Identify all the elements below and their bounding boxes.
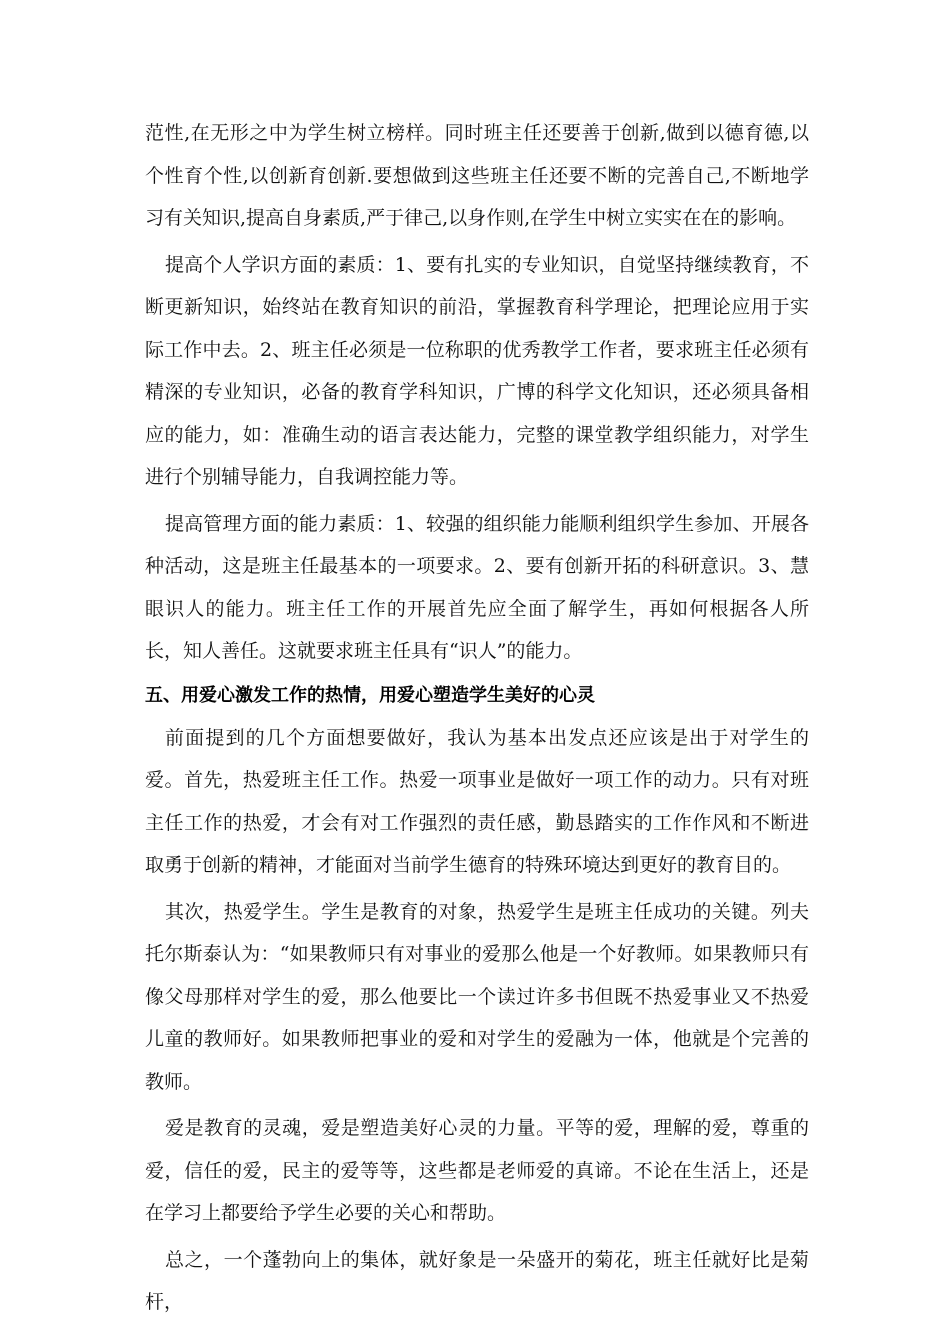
paragraph-role-model: 范性,在无形之中为学生树立榜样。同时班主任还要善于创新,做到以德育德,以个性育个性,以创新育创新.要想做到这些班主任还要不断的完善自己,不断地学习有关知识,提高自身素质,严于律己,以身作则,在学生中树立实实在在的影响。 bbox=[145, 122, 809, 229]
paragraph-love-students: 其次，热爱学生。学生是教育的对象，热爱学生是班主任成功的关键。列夫托尔斯泰认为：“如果教师只有对事业的爱那么他是一个好教师。如果教师只有像父母那样对学生的爱，那么他要比一个读过许多书但既不热爱事业又不热爱儿童的教师好。如果教师把事业的爱和对学生的爱融为一体，他就是个完善的教师。 bbox=[145, 900, 809, 1093]
paragraph-soul-of-education: 爱是教育的灵魂，爱是塑造美好心灵的力量。平等的爱，理解的爱，尊重的爱，信任的爱，民主的爱等等，这些都是老师爱的真谛。不论在生活上，还是在学习上都要给予学生必要的关心和帮助。 bbox=[145, 1117, 809, 1224]
document-body bbox=[145, 112, 809, 1324]
section-heading-five: 五、用爱心激发工作的热情，用爱心塑造学生美好的心灵 bbox=[145, 684, 595, 706]
paragraph-conclusion: 总之，一个蓬勃向上的集体，就好象是一朵盛开的菊花，班主任就好比是菊杆， bbox=[145, 1248, 809, 1313]
paragraph-management-ability: 提高管理方面的能力素质：1、较强的组织能力能顺利组织学生参加、开展各种活动，这是班主任最基本的一项要求。2、要有创新开拓的科研意识。3、慧眼识人的能力。班主任工作的开展首先应全面了解学生，再如何根据各人所长，知人善任。这就要求班主任具有“识人”的能力。 bbox=[145, 512, 809, 662]
paragraph-love-work: 前面提到的几个方面想要做好，我认为基本出发点还应该是出于对学生的爱。首先，热爱班主任工作。热爱一项事业是做好一项工作的动力。只有对班主任工作的热爱，才会有对工作强烈的责任感，勤恳踏实的工作作风和不断进取勇于创新的精神，才能面对当前学生德育的特殊环境达到更好的教育目的。 bbox=[145, 726, 809, 876]
paragraph-academic-quality: 提高个人学识方面的素质：1、要有扎实的专业知识，自觉坚持继续教育，不断更新知识，始终站在教育知识的前沿，掌握教育科学理论，把理论应用于实际工作中去。2、班主任必须是一位称职的优秀教学工作者，要求班主任必须有精深的专业知识，必备的教育学科知识，广博的科学文化知识，还必须具备相应的能力，如：准确生动的语言表达能力，完整的课堂教学组织能力，对学生进行个别辅导能力，自我调控能力等。 bbox=[145, 253, 809, 488]
